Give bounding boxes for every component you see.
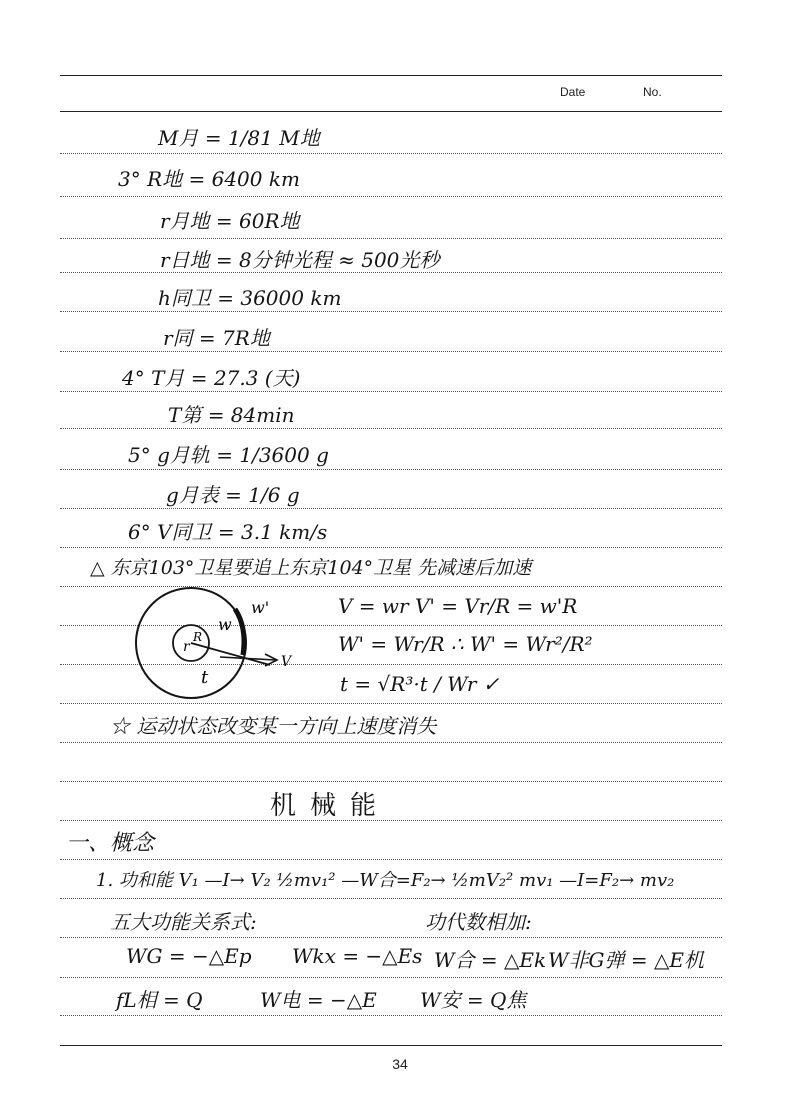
ruled-line (60, 469, 722, 470)
ruled-line (60, 820, 722, 821)
concept-line: 1. 功和能 V₁ —I→ V₂ ½mv₁² —W合=F₂→ ½mV₂² mv₁ —I=F₂→ mv₂ (96, 870, 675, 891)
ruled-line (60, 428, 722, 429)
relations-label: 五大功能关系式: (110, 910, 257, 934)
top-rule (60, 75, 722, 76)
note-line: r日地 = 8分钟光程 ≈ 500光秒 (160, 248, 440, 272)
ruled-line (60, 238, 722, 239)
orbit-diagram (125, 585, 335, 700)
note-line: T第 = 84min (168, 403, 295, 427)
ruled-line (60, 547, 722, 548)
v-label: V (281, 654, 292, 670)
ruled-line (60, 977, 722, 978)
t-label: t (201, 667, 209, 688)
w-label: w (218, 615, 232, 634)
ruled-line (60, 196, 722, 197)
ruled-line (60, 703, 722, 704)
concept-heading: 一、概念 (66, 831, 155, 856)
ruled-line (60, 311, 722, 312)
note-line: h同卫 = 36000 km (158, 286, 342, 310)
algebraic-sum-label: 功代数相加: (425, 910, 532, 934)
ruled-line (60, 937, 722, 938)
w-prime-label: w' (251, 598, 270, 617)
note-line: 4° T月 = 27.3 (天) (122, 366, 301, 390)
note-line: 5° g月轨 = 1/3600 g (128, 443, 329, 467)
formula: fL相 = Q (116, 988, 203, 1012)
number-label: No. (643, 85, 662, 99)
ruled-line (60, 508, 722, 509)
equation-line: V = wr V' = Vr/R = w'R (338, 594, 578, 618)
ruled-line (60, 153, 722, 154)
ruled-line (60, 781, 722, 782)
ruled-line (60, 859, 722, 860)
note-line: △ 东京103°卫星要追上东京104°卫星 先减速后加速 (90, 557, 532, 579)
R-label: R (193, 630, 203, 644)
formula: W电 = −△E (260, 988, 377, 1012)
ruled-line (60, 351, 722, 352)
ruled-line (60, 1015, 722, 1016)
date-label: Date (560, 85, 586, 99)
formula: W合 = △Ek (434, 948, 547, 972)
formula: W非G弹 = △E机 (548, 948, 704, 972)
formula: Wkx = −△Es (292, 944, 423, 968)
r-label: r (183, 639, 190, 655)
note-line: r月地 = 60R地 (160, 209, 300, 233)
note-line: 6° V同卫 = 3.1 km/s (128, 520, 328, 544)
note-line: r同 = 7R地 (163, 326, 270, 350)
note-line: M月 = 1/81 M地 (158, 126, 320, 150)
ruled-line (60, 391, 722, 392)
bottom-rule (60, 1045, 722, 1046)
ruled-line (60, 742, 722, 743)
ruled-line (60, 898, 722, 899)
note-line: 3° R地 = 6400 km (118, 167, 300, 191)
equation-line: t = √R³·t / Wr ✓ (340, 672, 500, 696)
header-rule (60, 111, 722, 112)
highlight-note: ☆ 运动状态改变某一方向上速度消失 (110, 714, 437, 738)
equation-line: W' = Wr/R ∴ W' = Wr²/R² (338, 632, 593, 656)
orbit-arc-mark (235, 609, 244, 655)
formula: WG = −△Ep (126, 944, 252, 968)
note-line: g月表 = 1/6 g (166, 483, 300, 507)
section-title: 机械能 (270, 791, 391, 821)
radius-line (191, 643, 270, 665)
page-number: 34 (392, 1056, 408, 1072)
formula: W安 = Q焦 (420, 988, 527, 1012)
